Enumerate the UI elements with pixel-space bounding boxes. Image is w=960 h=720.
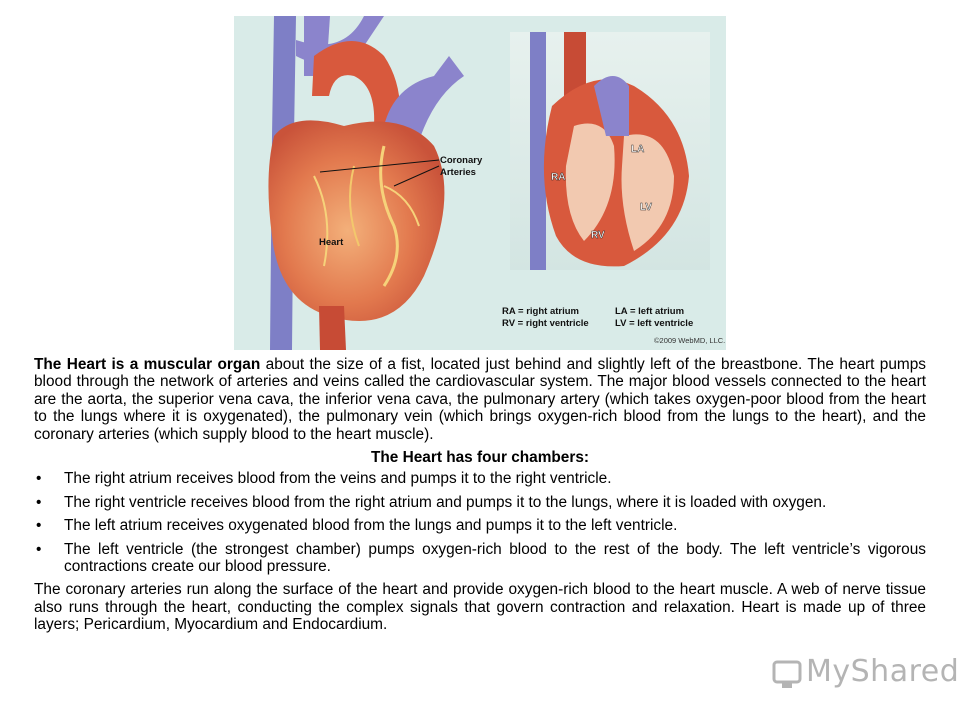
legend-lv: LV = left ventricle [615, 318, 694, 329]
coronary-label-line2: Arteries [440, 167, 476, 178]
intro-bold-lead: The Heart is a muscular organ [34, 356, 261, 373]
list-item [34, 517, 926, 534]
closing-paragraph: The coronary arteries run along the surface of the heart and provide oxygen-rich blood to the heart muscle. A web of nerve tissue also runs through the heart, conducting the complex signals that govern contraction and relaxation. Heart is made up of three layers; Pericardium, Myocardium and Endocardium. [34, 581, 926, 634]
list-item [34, 470, 926, 487]
bullet-dot: • [36, 540, 42, 558]
heart-illustration [234, 16, 726, 350]
coronary-label-line1: Coronary [440, 155, 483, 166]
article-body [34, 356, 926, 634]
bullet-text: The right ventricle receives blood from the right atrium and pumps it to the lungs, where it is loaded with oxygen. [64, 493, 827, 511]
intro-paragraph [34, 356, 926, 443]
copyright-credit: ©2009 WebMD, LLC. [654, 336, 726, 345]
chambers-heading: The Heart has four chambers: [370, 449, 590, 467]
rv-label: RV [591, 230, 605, 241]
heart-label: Heart [319, 237, 344, 248]
bullet-dot: • [36, 493, 42, 511]
intro-rest: about the size of a fist, located just behind and slightly left of the breastbone. The heart pumps blood through the network of arteries and veins called the cardiovascular system. The major blood vessels connected to the heart are the aorta, the superior vena cava, the inferior vena cava, the pulmonary artery (which takes oxygen-poor blood from the heart to the lungs where it is oxygenated), the pulmonary vein (which brings oxygen-rich blood from the lungs to the heart), and the coronary arteries (which supply blood to the heart muscle). [34, 356, 926, 443]
heart-diagram-svg [234, 16, 726, 350]
lv-label: LV [640, 202, 653, 213]
legend-la: LA = left atrium [615, 306, 685, 317]
watermark-logo-icon [772, 656, 802, 692]
la-label: LA [631, 144, 645, 155]
legend-ra: RA = right atrium [502, 306, 579, 317]
bullet-dot: • [36, 517, 42, 535]
bullet-text: The left atrium receives oxygenated blood from the lungs and pumps it to the left ventricle. [64, 517, 678, 535]
bullet-text: The left ventricle (the strongest chamber) pumps oxygen-rich blood to the rest of the body. The left ventricle’s vigorous contractions create our blood pressure. [64, 540, 926, 576]
legend-rv: RV = right ventricle [502, 318, 589, 329]
bullet-text: The right atrium receives blood from the veins and pumps it to the right ventricle. [64, 470, 612, 488]
watermark-text: MyShared [806, 654, 960, 689]
list-item [34, 494, 926, 511]
bullet-dot: • [36, 470, 42, 488]
watermark [772, 652, 960, 696]
chambers-list [34, 470, 926, 575]
list-item [34, 541, 926, 576]
ra-label: RA [551, 172, 566, 183]
